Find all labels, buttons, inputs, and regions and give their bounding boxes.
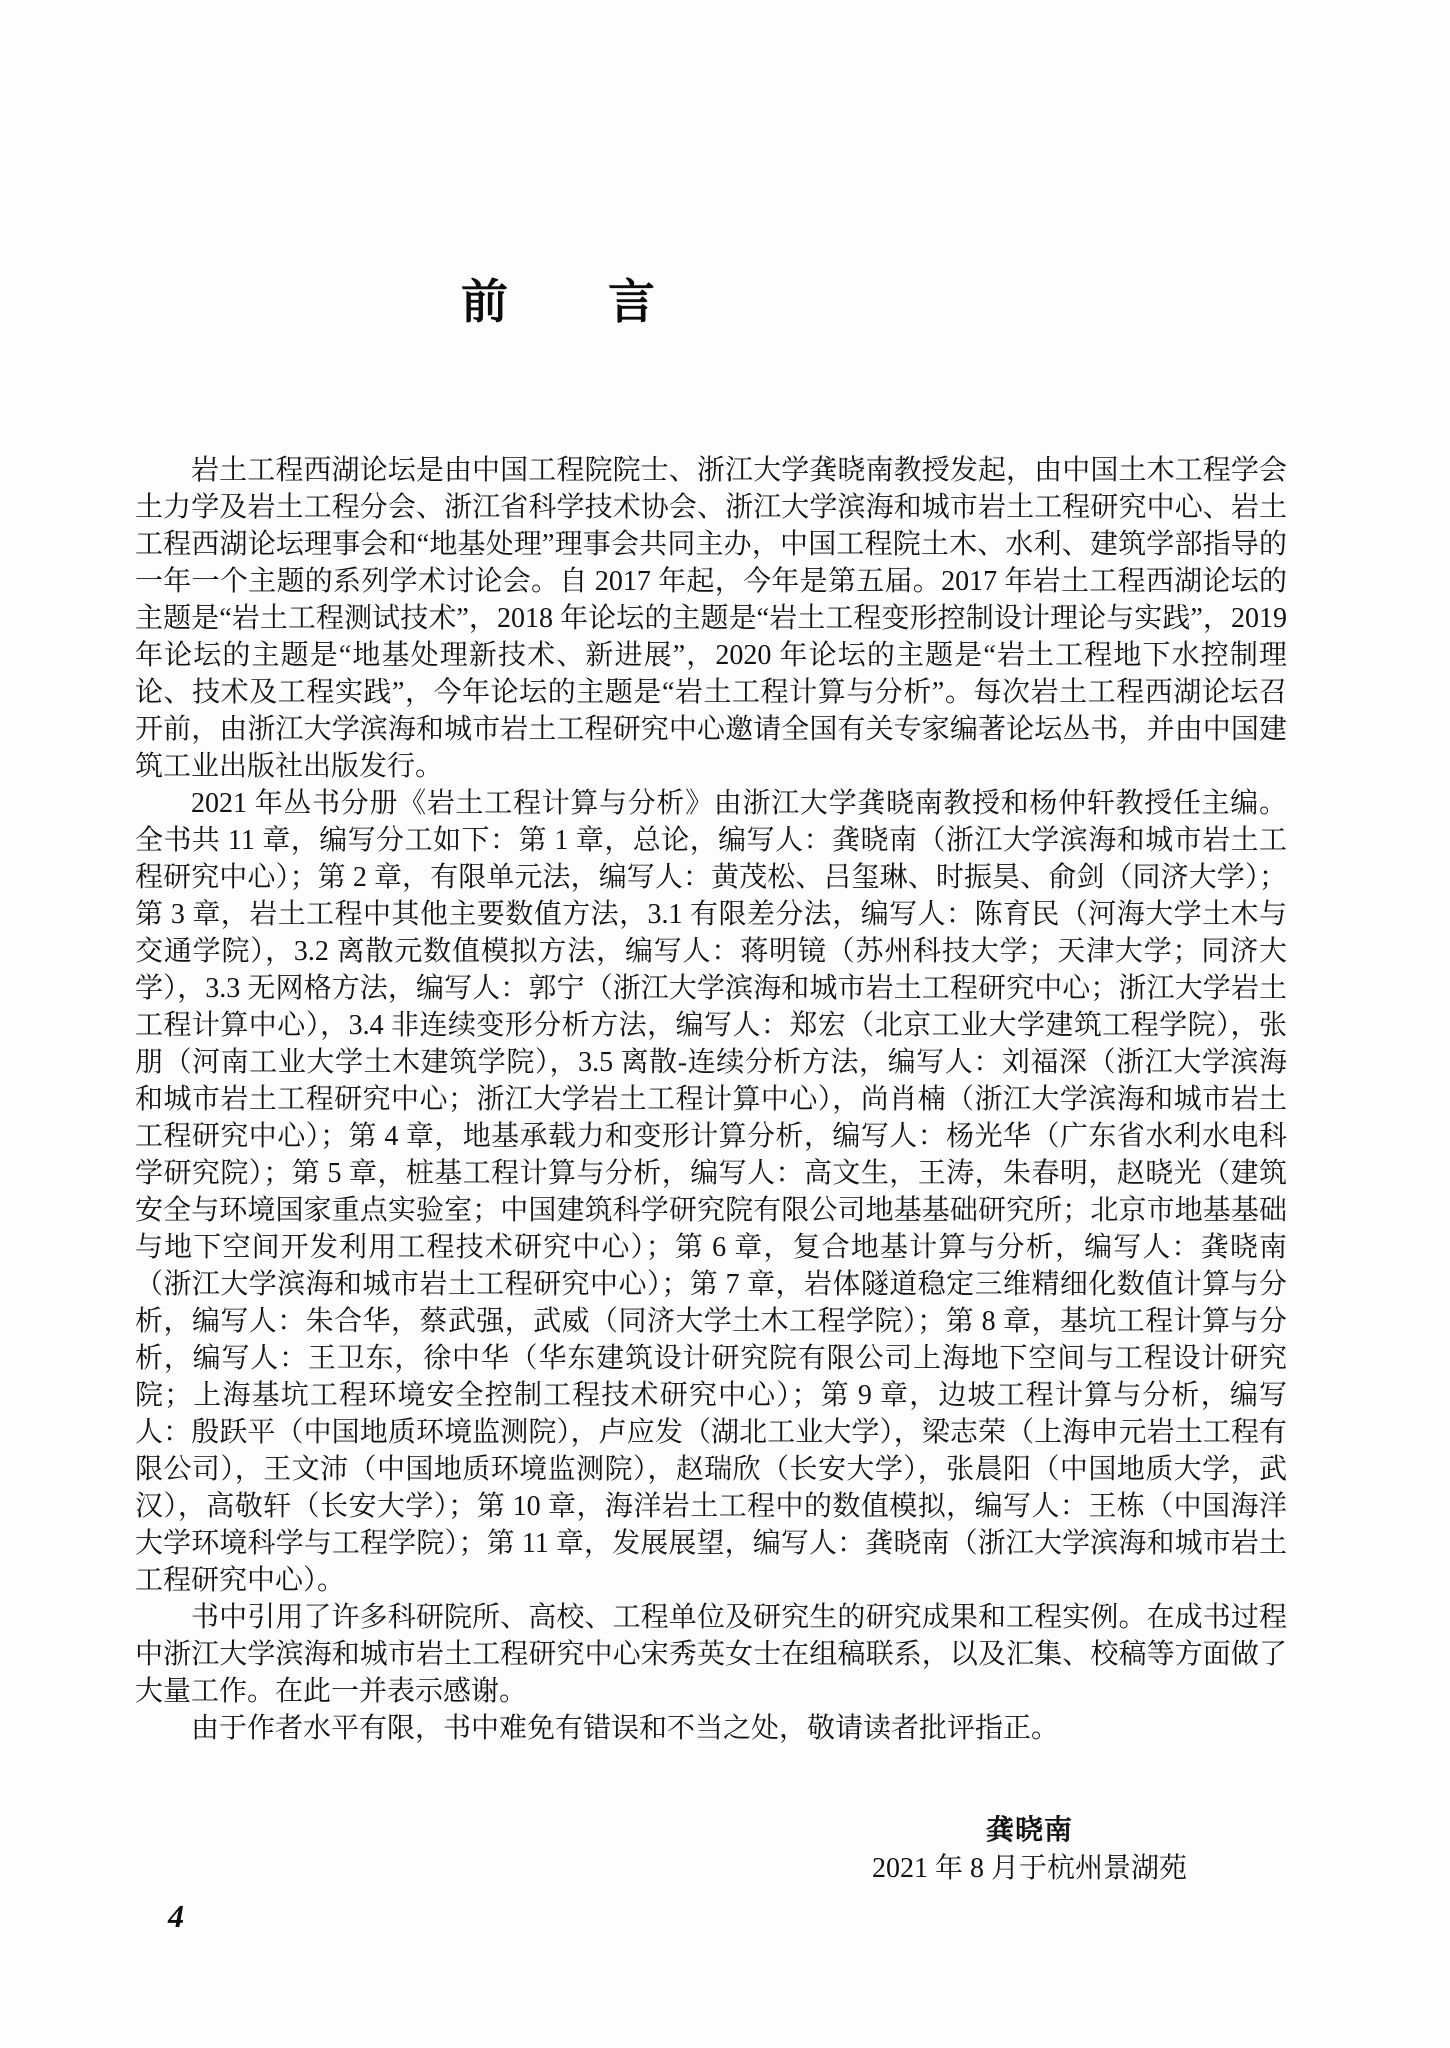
paragraph-chapter-assignments: 2021 年丛书分册《岩土工程计算与分析》由浙江大学龚晓南教授和杨仲轩教授任主编。全书共 11 章，编写分工如下：第 1 章，总论，编写人：龚晓南（浙江大学滨海和城市岩土工程研究中心）；第 2 章，有限单元法，编写人：黄茂松、吕玺琳、时振昊、俞剑（同济大学）；第 3 章，岩土工程中其他主要数值方法，3.1 有限差分法，编写人：陈育民（河海大学土木与交通学院），3.2 离散元数值模拟方法，编写人：蒋明镜（苏州科技大学；天津大学；同济大学），3.3 无网格方法，编写人：郭宁（浙江大学滨海和城市岩土工程研究中心；浙江大学岩土工程计算中心），3.4 非连续变形分析方法，编写人：郑宏（北京工业大学建筑工程学院），张朋（河南工业大学土木建筑学院），3.5 离散-连续分析方法，编写人：刘福深（浙江大学滨海和城市岩土工程研究中心；浙江大学岩土工程计算中心），尚肖楠（浙江大学滨海和城市岩土工程研究中心）；第 4 章，地基承载力和变形计算分析，编写人：杨光华（广东省水利水电科学研究院）；第 5 章，桩基工程计算与分析，编写人：高文生，王涛，朱春明，赵晓光（建筑安全与环境国家重点实验室；中国建筑科学研究院有限公司地基基础研究所；北京市地基基础与地下空间开发利用工程技术研究中心）；第 6 章，复合地基计算与分析，编写人：龚晓南（浙江大学滨海和城市岩土工程研究中心）；第 7 章，岩体隧道稳定三维精细化数值计算与分析，编写人：朱合华，蔡武强，武威（同济大学土木工程学院）；第 8 章，基坑工程计算与分析，编写人：王卫东，徐中华（华东建筑设计研究院有限公司上海地下空间与工程设计研究院；上海基坑工程环境安全控制工程技术研究中心）；第 9 章，边坡工程计算与分析，编写人：殷跃平（中国地质环境监测院），卢应发（湖北工业大学），梁志荣（上海申元岩土工程有限公司），王文沛（中国地质环境监测院），赵瑞欣（长安大学），张晨阳（中国地质大学，武汉），高敬轩（长安大学）；第 10 章，海洋岩土工程中的数值模拟，编写人：王栋（中国海洋大学环境科学与工程学院）；第 11 章，发展展望，编写人：龚晓南（浙江大学滨海和城市岩土工程研究中心）。: [135, 788, 1287, 1596]
page-title: 前 言: [461, 277, 657, 330]
preface-body: [135, 452, 1287, 1747]
page-number: 4: [168, 1898, 184, 1934]
paragraph-forum-intro: 岩土工程西湖论坛是由中国工程院院士、浙江大学龚晓南教授发起，由中国土木工程学会土力学及岩土工程分会、浙江省科学技术协会、浙江大学滨海和城市岩土工程研究中心、岩土工程西湖论坛理事会和“地基处理”理事会共同主办，中国工程院土木、水利、建筑学部指导的一年一个主题的系列学术讨论会。自 2017 年起，今年是第五届。2017 年岩土工程西湖论坛的主题是“岩土工程测试技术”，2018 年论坛的主题是“岩土工程变形控制设计理论与实践”，2019 年论坛的主题是“地基处理新技术、新进展”，2020 年论坛的主题是“岩土工程地下水控制理论、技术及工程实践”，今年论坛的主题是“岩土工程计算与分析”。每次岩土工程西湖论坛召开前，由浙江大学滨海和城市岩土工程研究中心邀请全国有关专家编著论坛丛书，并由中国建筑工业出版社出版发行。: [135, 455, 1287, 782]
signature-name: 龚晓南: [985, 1815, 1073, 1846]
signature-block: [872, 1812, 1187, 1888]
signature-date: 2021 年 8 月于杭州景湖苑: [871, 1853, 1187, 1884]
paragraph-apology: 由于作者水平有限，书中难免有错误和不当之处，敬请读者批评指正。: [191, 1713, 1060, 1744]
paragraph-acknowledgement: 书中引用了许多科研院所、高校、工程单位及研究生的研究成果和工程实例。在成书过程中浙江大学滨海和城市岩土工程研究中心宋秀英女士在组稿联系，以及汇集、校稿等方面做了大量工作。在此一并表示感谢。: [135, 1602, 1287, 1707]
